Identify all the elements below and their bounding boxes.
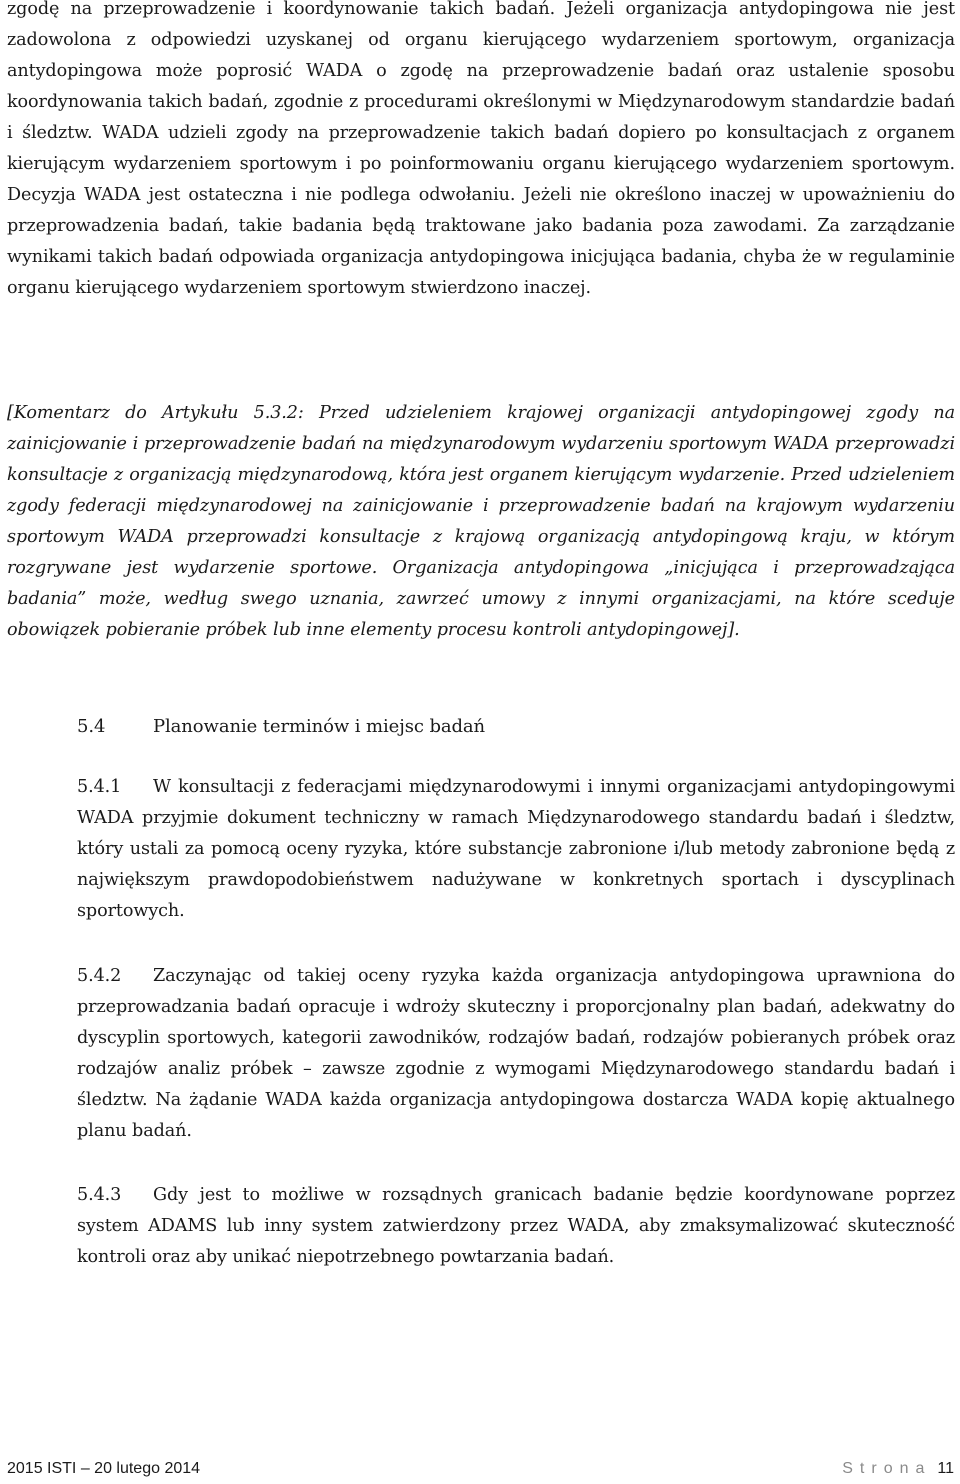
heading-number: 5.4 [77,716,106,737]
section-number: 5.4.3 [77,1185,122,1205]
comment-article-5-3-2: [Komentarz do Artykułu 5.3.2: Przed udzieleniem krajowej organizacji antydopingowej zgody na zainicjowanie i przeprowadzenie badań na międzynarodowym wydarzeniu sportowym WADA przeprowadzi konsultacje z organizacją międzynarodową, która jest organem kierującym wydarzenie. Przed udzieleniem zgody federacji międzynarodowej na zainicjowanie i przeprowadzenie badań na krajowym wydarzeniu sportowym WADA przeprowadzi konsultacje z krajową organizacją antydopingową kraju, w którym rozgrywane jest wydarzenie sportowe. Organizacja antydopingowa „inicjująca i przeprowadzająca badania” może, według swego uznania, zawrzeć umowy z innymi organizacjami, na które sceduje obowiązek pobieranie próbek lub inne elementy procesu kontroli antydopingowej]. [7,403,955,640]
section-5-4-3 [77,1180,955,1273]
section-text: W konsultacji z federacjami międzynarodowymi i innymi organizacjami antydopingowymi WADA przyjmie dokument techniczny w ramach Międzynarodowego standardu badań i śledztw, który ustali za pomocą oceny ryzyka, które substancje zabronione i/lub metody zabronione będą z największym prawdopodobieństwem nadużywane w konkretnych sportach i dyscyplinach sportowych. [77,777,955,921]
section-5-4-1 [77,772,955,927]
section-text: Zaczynając od takiej oceny ryzyka każda organizacja antydopingowa uprawniona do przeprowadzania badań opracuje i wdroży skuteczny i proporcjonalny plan badań, adekwatny do dyscyplin sportowych, kategorii zawodników, rodzajów badań, rodzajów pobieranych próbek oraz rodzajów analiz próbek – zawsze zgodnie z wymogami Międzynarodowego standardu badań i śledztw. Na żądanie WADA każda organizacja antydopingowa dostarcza WADA kopię aktualnego planu badań. [77,966,955,1141]
footer-document-id: 2015 ISTI – 20 lutego 2014 [7,1460,201,1477]
section-number: 5.4.1 [77,777,122,797]
paragraph-top: zgodę na przeprowadzenie i koordynowanie takich badań. Jeżeli organizacja antydopingowa nie jest zadowolona z odpowiedzi uzyskanej od organu kierującego wydarzeniem sportowym, organizacja antydopingowa może poprosić WADA o zgodę na przeprowadzenie badań oraz ustalenie sposobu koordynowania takich badań, zgodnie z procedurami określonymi w Międzynarodowym standardzie badań i śledztw. WADA udzieli zgody na przeprowadzenie takich badań dopiero po konsultacjach z organem kierującym wydarzeniem sportowym i po poinformowaniu organu kierującego wydarzeniem sportowym. Decyzja WADA jest ostateczna i nie podlega odwołaniu. Jeżeli nie określono inaczej w upoważnieniu do przeprowadzenia badań, takie badania będą traktowane jako badania poza zawodami. Za zarządzanie wynikami takich badań odpowiada organizacja antydopingowa inicjująca badania, chyba że w regulaminie organu kierującego wydarzeniem sportowym stwierdzono inaczej. [7,0,955,298]
section-text: Gdy jest to możliwe w rozsądnych granicach badanie będzie koordynowane poprzez system ADAMS lub inny system zatwierdzony przez WADA, aby zmaksymalizować skuteczność kontroli oraz aby unikać niepotrzebnego powtarzania badań. [77,1185,955,1267]
section-heading [77,711,955,742]
footer-page-number: 11 [937,1460,954,1477]
section-number: 5.4.2 [77,966,122,986]
footer-page-label: Strona [842,1460,932,1477]
footer-page-indicator [842,1457,954,1481]
heading-title: Planowanie terminów i miejsc badań [153,716,486,737]
section-5-4-2 [77,961,955,1147]
